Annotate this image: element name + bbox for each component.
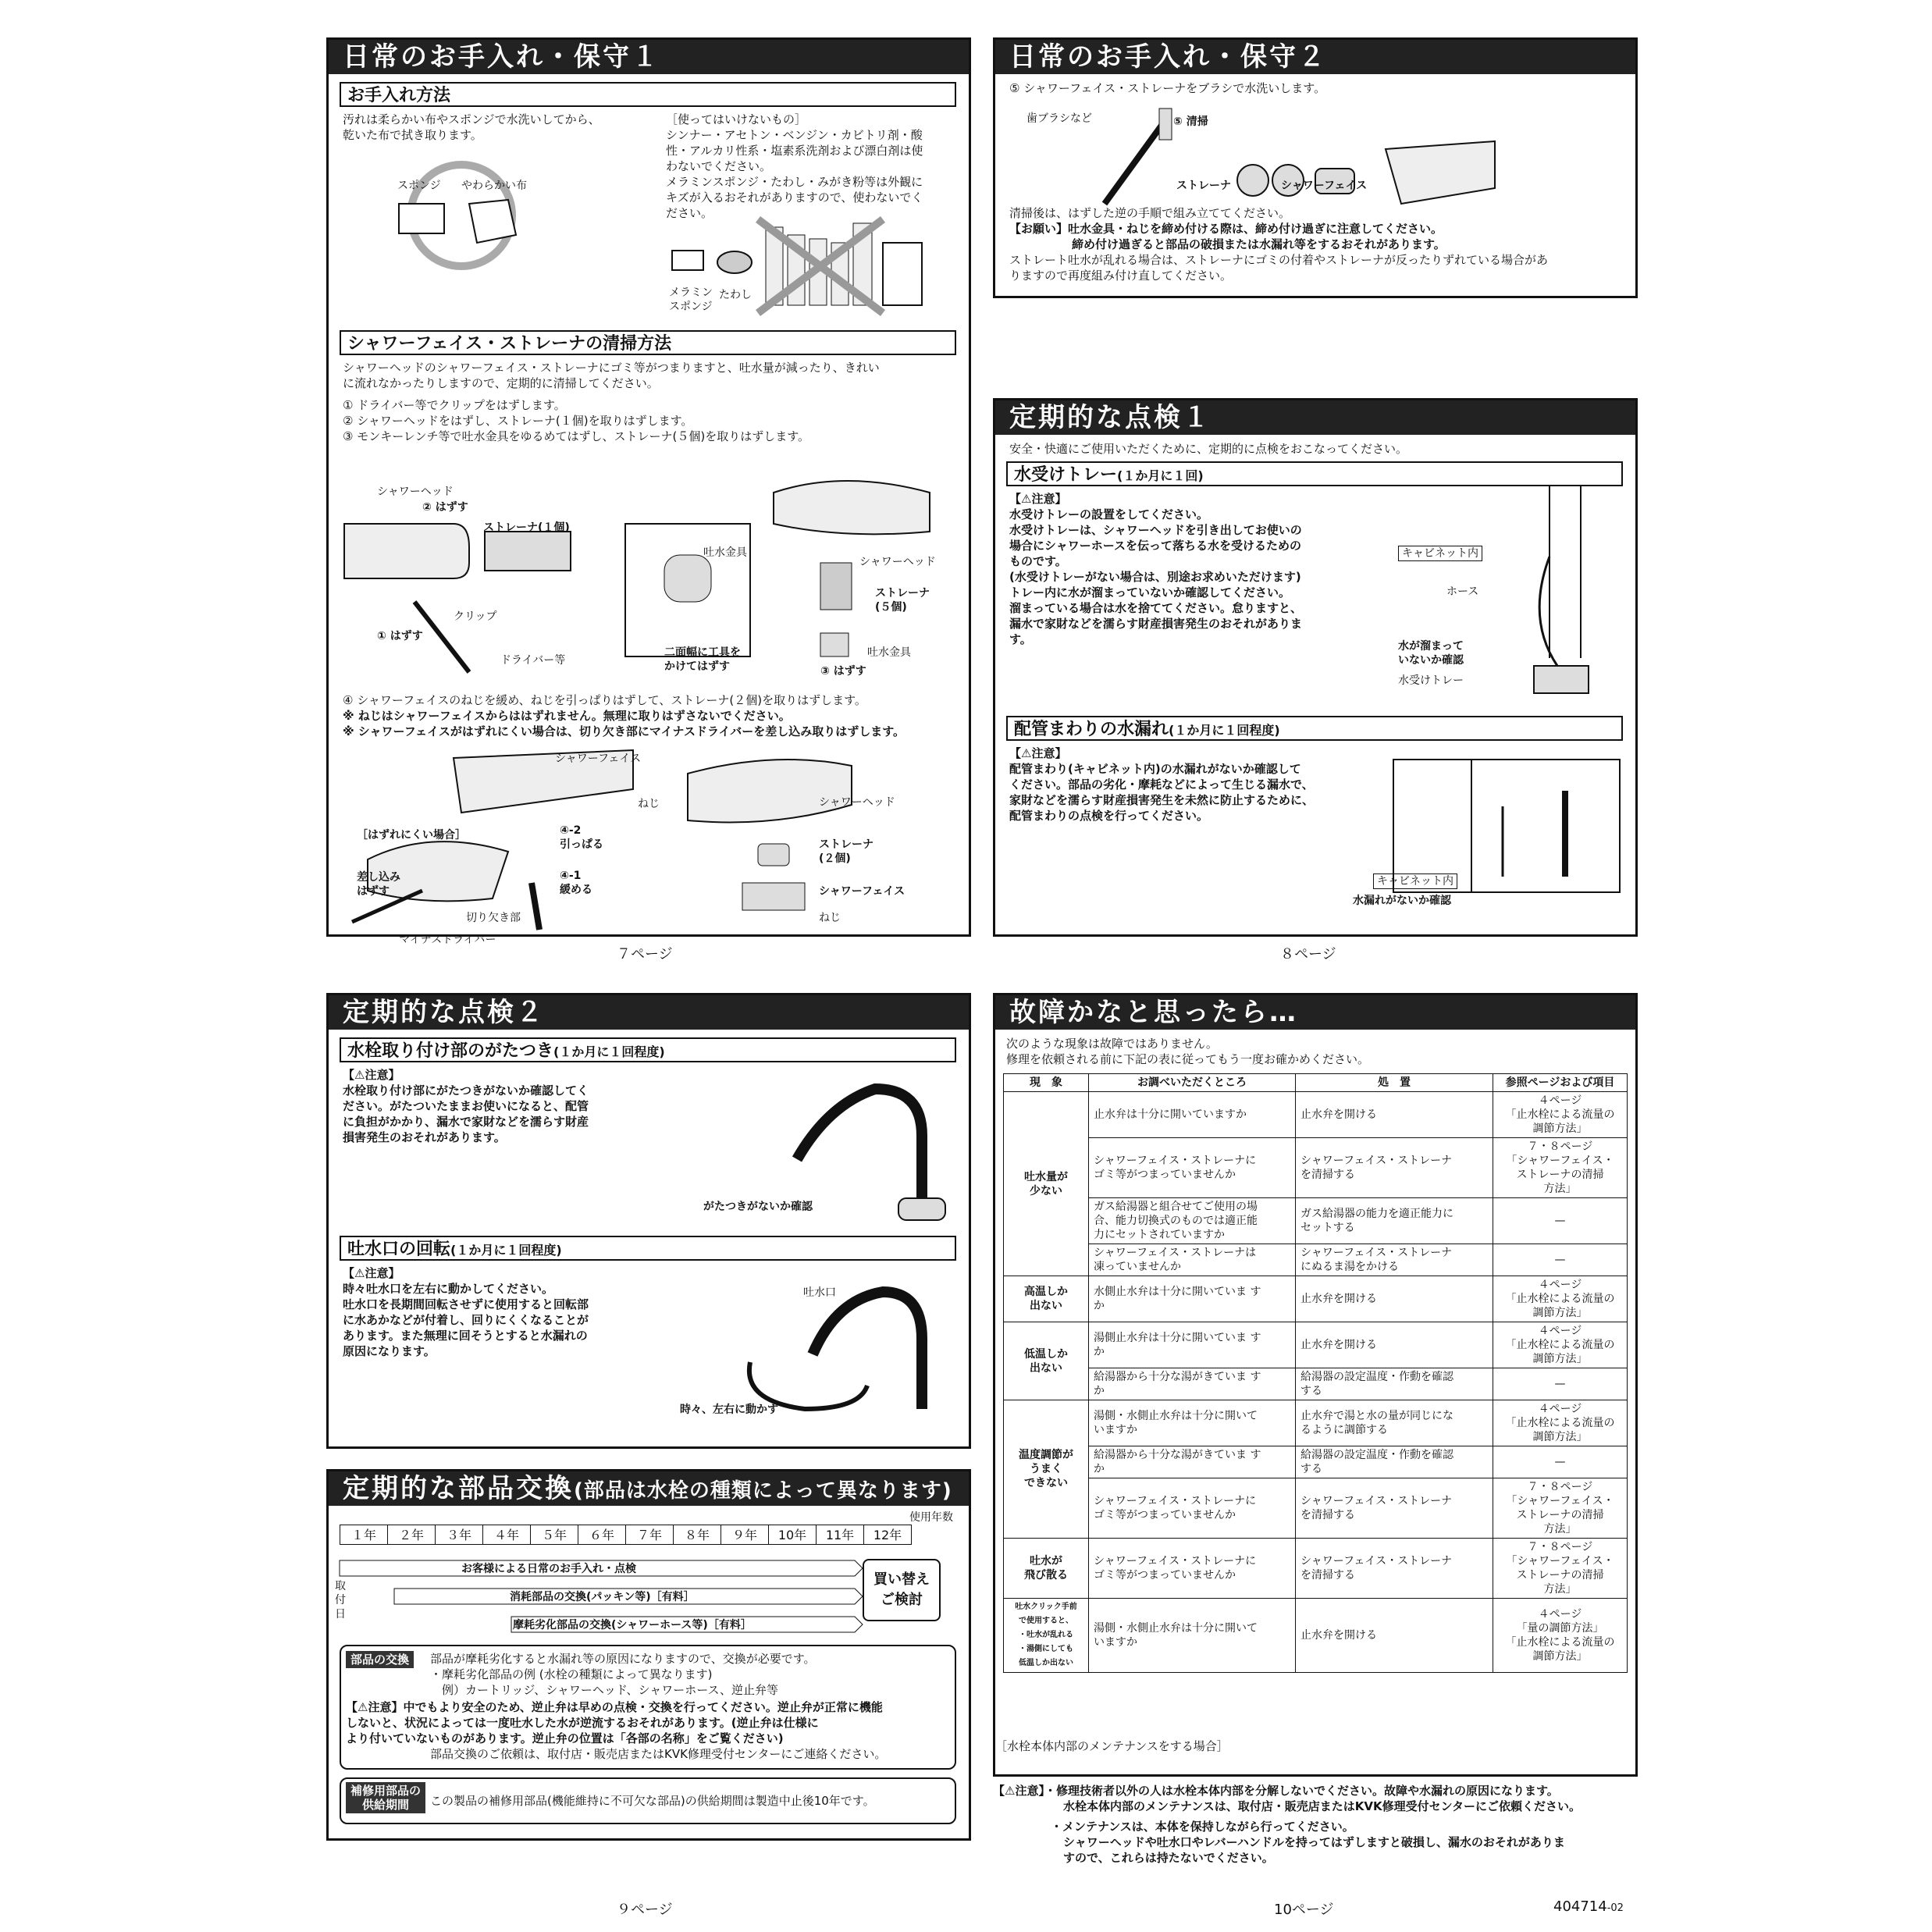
check-cell: 水側止水弁は十分に開いていま す か (1089, 1276, 1296, 1322)
inspection2-title: 定期的な点検２ (329, 995, 969, 1030)
table-row (1004, 1446, 1628, 1478)
loosen-label: ④-1 緩める (560, 870, 592, 896)
remove3-label: ③ はずす (820, 665, 866, 678)
wobble-check-label: がたつきがないか確認 (703, 1201, 813, 1213)
symptom-cell: 低温しか 出ない (1004, 1322, 1089, 1400)
pull-label: ④-2 引っぱる (560, 824, 603, 851)
request2: 締め付け過ぎると部品の破損または水漏れ等をするおそれがあります。 (1072, 237, 1446, 251)
troubleshoot-intro: 次のような現象は故障ではありません。 修理を依頼される前に下記の表に従ってもう一度お確かめください。 (1006, 1037, 1370, 1066)
tray-caution: 【⚠注意】 (1009, 492, 1067, 506)
check-water-label: 水が溜まって いないか確認 (1398, 640, 1464, 667)
parts-caution: 【⚠注意】中でもより安全のため、逆止弁は早めの点検・交換を行ってください。逆止弁が正常に機能 しないと、状況によっては一度吐水した水が逆流するおそれがあります。(逆止弁は仕様に より付いていないものがあります。逆止弁の位置は「各部の名称」をご覧ください) (346, 1700, 883, 1745)
troubleshoot-body (1004, 1092, 1628, 1673)
reference-cell: ４ページ 「止水栓による流量の 調節方法」 (1493, 1400, 1628, 1446)
year-cell: １年 (340, 1525, 388, 1545)
action-cell: 止水弁を開ける (1296, 1276, 1493, 1322)
col-symptom: 現 象 (1004, 1074, 1089, 1092)
shower-face-label-p8: シャワーフェイス (1281, 180, 1368, 192)
years-row (340, 1525, 911, 1545)
pipe-heading (1006, 716, 1623, 741)
cleaning-heading: シャワーフェイス・ストレーナの清掃方法 (340, 330, 956, 355)
table-row (1004, 1198, 1628, 1244)
strainer5-label: ストレーナ (５個) (875, 587, 930, 614)
tray-heading (1006, 461, 1623, 486)
check-cell: 湯側・水側止水弁は十分に開いて いますか (1089, 1400, 1296, 1446)
table-row (1004, 1276, 1628, 1322)
notch-label: 切り欠き部 (466, 912, 521, 924)
brush-label: 歯ブラシなど (1026, 112, 1092, 125)
rotation-caution: 【⚠注意】 (343, 1266, 400, 1280)
reference-cell: ７・８ページ 「シャワーフェイス・ ストレーナの清掃 方法」 (1493, 1138, 1628, 1198)
reference-cell: — (1493, 1244, 1628, 1276)
rotation-text: 時々吐水口を左右に動かしてください。 吐水口を長期間回転させずに使用すると回転部 に水あかなどが付着し、回りにくくなることが あります。また無理に回そうとすると水漏れの 原因になります。 (343, 1282, 589, 1358)
page8-inspection-panel (993, 398, 1638, 937)
reference-cell: ４ページ 「止水栓による流量の 調節方法」 (1493, 1276, 1628, 1322)
remove2-label: ② はずす (422, 501, 468, 514)
install-date-label: 取 付 日 (335, 1580, 346, 1621)
symptom-cell: 吐水が 飛び散る (1004, 1539, 1089, 1599)
action-cell: 止水弁を開ける (1296, 1322, 1493, 1368)
brush-cleaning-illustration (1089, 102, 1557, 219)
year-cell: ６年 (578, 1525, 626, 1545)
step4-text: ④ シャワーフェイスのねじを緩め、ねじを引っぱりはずして、ストレーナ(２個)を取りはずします。 (343, 693, 866, 707)
table-row (1004, 1478, 1628, 1539)
parts-text: 部品が摩耗劣化すると水漏れ等の原因になりますので、交換が必要です。 ・摩耗劣化部品の例 (水栓の種類によって異なります) 例）カートリッジ、シャワーヘッド、シャワーホース、逆止弁等 (430, 1652, 816, 1697)
leak-check-label: 水漏れがないか確認 (1353, 895, 1451, 907)
check-cell: 給湯器から十分な湯がきていま す か (1089, 1368, 1296, 1400)
check-cell: ガス給湯器と組合せてご使用の場 合、能力切換式のものでは適正能 力にセットされていますか (1089, 1198, 1296, 1244)
table-row (1004, 1138, 1628, 1198)
driver-label: ドライバー等 (500, 654, 566, 667)
maintenance-heading: ［水栓本体内部のメンテナンスをする場合］ (995, 1739, 1229, 1753)
flat-driver-label: マイナスドライバー (399, 934, 496, 946)
symptom-cell: 吐水量が 少ない (1004, 1092, 1089, 1276)
maintenance-line4: シャワーヘッドや吐水口やレバーハンドルを持ってはずしますと破損し、漏水のおそれがありま すので、これらは持たないでください。 (1063, 1835, 1565, 1865)
wobble-caution: 【⚠注意】 (343, 1068, 400, 1082)
table-row (1004, 1322, 1628, 1368)
reference-cell: ４ページ 「量の調節方法」 「止水栓による流量の 調節方法」 (1493, 1599, 1628, 1673)
note1-text: ※ ねじはシャワーフェイスからははずれません。無理に取りはずさないでください。 (343, 709, 791, 723)
replace-box: 買い替え ご検討 (863, 1559, 941, 1621)
spout-label: 吐水口 (803, 1286, 836, 1299)
cabinet2-label: キャビネット内 (1373, 873, 1457, 889)
spout-fitting2-label: 吐水金具 (867, 646, 911, 659)
cleaning-steps: ① ドライバー等でクリップをはずします。 ② シャワーヘッドをはずし、ストレーナ(１個)を取りはずします。 ③ モンキーレンチ等で吐水金具をゆるめてはずし、ストレーナ(５個)を取りはずします。 (343, 398, 810, 443)
year-cell: ８年 (673, 1525, 721, 1545)
note2-text: ※ シャワーフェイスがはずれにくい場合は、切り欠き部にマイナスドライバーを差し込み取りはずします。 (343, 724, 906, 738)
cloth-label: やわらかい布 (461, 180, 527, 192)
spout-fitting-label: 吐水金具 (703, 546, 747, 559)
action-cell: シャワーフェイス・ストレーナ を清掃する (1296, 1138, 1493, 1198)
maintenance-line3: ・メンテナンスは、本体を保持しながら行ってください。 (1051, 1820, 1354, 1834)
check-cell: シャワーフェイス・ストレーナに ゴミ等がつまっていませんか (1089, 1539, 1296, 1599)
cleaning-intro: シャワーヘッドのシャワーフェイス・ストレーナにゴミ等がつまりますと、吐水量が減ったり、きれい に流れなかったりしますので、定期的に清掃してください。 (343, 361, 880, 390)
shower-head2-label: シャワーヘッド (859, 556, 936, 568)
parts-title (329, 1471, 969, 1506)
cabinet-label: キャビネット内 (1398, 546, 1482, 561)
action-cell: 止水弁を開ける (1296, 1092, 1493, 1138)
table-row (1004, 1599, 1628, 1673)
action-cell: シャワーフェイス・ストレーナ にぬるま湯をかける (1296, 1244, 1493, 1276)
parts-title-note: (部品は水栓の種類によって異なります) (574, 1479, 952, 1503)
action-cell: シャワーフェイス・ストレーナ を清掃する (1296, 1539, 1493, 1599)
reference-cell: — (1493, 1446, 1628, 1478)
care-text: 汚れは柔らかい布やスポンジで水洗いしてから、 乾いた布で拭き取ります。 (343, 112, 600, 142)
tool-note: 二面幅に工具を かけてはずす (664, 646, 741, 673)
reference-cell: — (1493, 1198, 1628, 1244)
pipe-title: 配管まわりの水漏れ (1014, 720, 1169, 739)
document-number (1553, 1898, 1624, 1915)
spout-rotation-frequency: (１か月に１回程度) (450, 1243, 562, 1258)
action-cell: 給湯器の設定温度・作動を確認 する (1296, 1446, 1493, 1478)
action-cell: 給湯器の設定温度・作動を確認 する (1296, 1368, 1493, 1400)
strainer1-label: ストレーナ(１個) (483, 521, 570, 534)
clean5-label: ⑤ 清掃 (1173, 116, 1208, 128)
spout-rotation-title: 吐水口の回転 (347, 1240, 451, 1259)
check-cell: 給湯器から十分な湯がきていま す か (1089, 1446, 1296, 1478)
page7-panel (326, 37, 971, 946)
symptom-cell: 吐水クリック手前 で使用すると、 ・吐水が乱れる ・湯側にしても 低温しか出ない (1004, 1599, 1089, 1673)
step5-text: ⑤ シャワーフェイス・ストレーナをブラシで水洗いします。 (1009, 81, 1326, 95)
insert-label: 差し込み はずす (357, 871, 400, 898)
wobble-frequency: (１か月に１回程度) (553, 1044, 665, 1059)
inspection1-title: 定期的な点検１ (995, 400, 1635, 435)
year-cell: 12年 (863, 1525, 912, 1545)
straight-text: ストレート吐水が乱れる場合は、ストレーナにゴミの付着やストレーナが反ったりずれている場合があ りますので再度組み付け直してください。 (1009, 253, 1549, 283)
reference-cell: ７・８ページ 「シャワーフェイス・ ストレーナの清掃 方法」 (1493, 1539, 1628, 1599)
reassemble-text: 清掃後は、はずした逆の手順で組み立ててください。 (1009, 206, 1291, 220)
tawashi-label: たわし (719, 289, 752, 301)
wobble-title: 水栓取り付け部のがたつき (347, 1041, 554, 1061)
action-cell: 止水弁で湯と水の量が同じにな るように調節する (1296, 1400, 1493, 1446)
year-cell: ３年 (435, 1525, 483, 1545)
inspection-intro: 安全・快適にご使用いただくために、定期的に点検をおこなってください。 (1009, 442, 1408, 456)
col-action: 処 置 (1296, 1074, 1493, 1092)
year-cell: ４年 (482, 1525, 531, 1545)
ng-text: シンナー・アセトン・ベンジン・カビトリ剤・酸 性・アルカリ性系・塩素系洗剤および漂白剤は使 わないでください。 メラミンスポンジ・たわし・みがき粉等は外観に キズが入るおそれがありますので、使わないでく ださい。 (666, 128, 923, 220)
check-cell: 湯側・水側止水弁は十分に開いて いますか (1089, 1599, 1296, 1673)
timeline-row2: 消耗部品の交換(パッキン等)［有料］ (510, 1591, 695, 1603)
ng-heading: ［使ってはいけないもの］ (666, 112, 807, 126)
year-cell: 10年 (768, 1525, 817, 1545)
supply-period-tag: 補修用部品の 供給期間 (346, 1782, 425, 1813)
parts-title-main: 定期的な部品交換 (343, 1473, 574, 1504)
pipe-frequency: (１か月に１回程度) (1169, 723, 1280, 738)
troubleshoot-title: 故障かなと思ったら… (995, 995, 1635, 1030)
timeline-row1: お客様による日常のお手入れ・点検 (461, 1563, 636, 1575)
remove1-label: ① はずす (377, 630, 423, 642)
table-row (1004, 1539, 1628, 1599)
pipe-caution: 【⚠注意】 (1009, 746, 1067, 760)
col-reference: 参照ページおよび項目 (1493, 1074, 1628, 1092)
table-row (1004, 1368, 1628, 1400)
timeline-row3: 摩耗劣化部品の交換(シャワーホース等)［有料］ (513, 1619, 752, 1631)
check-cell: シャワーフェイス・ストレーナに ゴミ等がつまっていませんか (1089, 1478, 1296, 1539)
document-revision: -02 (1606, 1902, 1624, 1914)
page9-parts-panel (326, 1469, 971, 1841)
page9-number: ９ページ (617, 1902, 673, 1918)
clip-label: クリップ (454, 610, 497, 623)
sponge-cloth-illustration (375, 157, 555, 274)
check-cell: 止水弁は十分に開いていますか (1089, 1092, 1296, 1138)
shower-head-label: シャワーヘッド (377, 486, 454, 498)
melamine-label: メラミン スポンジ (669, 286, 713, 313)
reference-cell: ７・８ページ 「シャワーフェイス・ ストレーナの清掃 方法」 (1493, 1478, 1628, 1539)
year-cell: ２年 (387, 1525, 436, 1545)
pipe-text: 配管まわり(キャビネット内)の水漏れがないか確認して ください。部品の劣化・摩耗などによって生じる漏水で、 家財などを濡らす財産損害発生を未然に防止するために、 配管まわりの点検を行ってください。 (1009, 762, 1315, 823)
shower-head3-label: シャワーヘッド (819, 796, 895, 809)
strainer2-label: ストレーナ (２個) (819, 838, 873, 865)
shower-face-label: シャワーフェイス (555, 753, 642, 765)
shower-face2-label: シャワーフェイス (819, 885, 906, 898)
request1: 【お願い】吐水金具・ねじを締め付ける際は、締め付け過ぎに注意してください。 (1009, 222, 1443, 236)
document-number-main: 404714 (1553, 1898, 1607, 1915)
care-method-heading: お手入れ方法 (340, 82, 956, 107)
parts-replace-tag: 部品の交換 (346, 1651, 414, 1668)
hose-label: ホース (1446, 585, 1479, 598)
check-cell: シャワーフェイス・ストレーナは 凍っていませんか (1089, 1244, 1296, 1276)
col-check: お調べいただくところ (1089, 1074, 1296, 1092)
page9-inspection-panel (326, 993, 971, 1449)
check-cell: シャワーフェイス・ストレーナに ゴミ等がつまっていませんか (1089, 1138, 1296, 1198)
maintenance-line1: 【⚠注意】・修理技術者以外の人は水栓本体内部を分解しないでください。故障や水漏れの原因になります。 (993, 1784, 1559, 1798)
faucet-wobble-illustration (766, 1073, 953, 1245)
action-cell: シャワーフェイス・ストレーナ を清掃する (1296, 1478, 1493, 1539)
reference-cell: ４ページ 「止水栓による流量の 調節方法」 (1493, 1092, 1628, 1138)
maintenance-line2: 水栓本体内部のメンテナンスは、取付店・販売店またはKVK修理受付センターにご依頼ください。 (1063, 1799, 1582, 1813)
tray-label: 水受けトレー (1398, 674, 1464, 687)
page10-number: 10ページ (1274, 1902, 1334, 1918)
page7-number: ７ページ (617, 946, 673, 962)
tray-text: 水受けトレーの設置をしてください。 水受けトレーは、シャワーヘッドを引き出してお使いの 場合にシャワーホースを伝って落ちる水を受けるための ものです。 (水受けトレーがない場合は、別途お求めいただけます) トレー内に水が溜まっていないか確認してください。 溜まっている場合は水を捨ててください。怠りますと、 漏水で家財などを濡らす財産損害発生のおそれがありま す。 (1009, 507, 1303, 646)
page8-top-panel (993, 37, 1638, 298)
symptom-cell: 温度調節が うまく できない (1004, 1400, 1089, 1539)
screw-label: ねじ (638, 798, 660, 810)
reference-cell: — (1493, 1368, 1628, 1400)
page10-panel (993, 993, 1638, 1777)
table-row (1004, 1244, 1628, 1276)
years-label: 使用年数 (909, 1511, 953, 1524)
reference-cell: ４ページ 「止水栓による流量の 調節方法」 (1493, 1322, 1628, 1368)
table-row (1004, 1400, 1628, 1446)
supply-text: この製品の補修用部品(機能維持に不可欠な部品)の供給期間は製造中止後10年です。 (430, 1794, 875, 1808)
parts-contact: 部品交換のご依頼は、取付店・販売店またはKVK修理受付センターにご連絡ください。 (430, 1747, 887, 1761)
page8-title: 日常のお手入れ・保守２ (995, 40, 1635, 74)
page7-title: 日常のお手入れ・保守１ (329, 40, 969, 74)
action-cell: 止水弁を開ける (1296, 1599, 1493, 1673)
spout-rotation-heading (340, 1236, 956, 1261)
action-cell: ガス給湯器の能力を適正能力に セットする (1296, 1198, 1493, 1244)
tray-title: 水受けトレー (1014, 465, 1118, 485)
hard-case-label: ［はずれにくい場合］ (357, 829, 466, 841)
year-cell: ５年 (530, 1525, 578, 1545)
year-cell: ９年 (720, 1525, 769, 1545)
move-label: 時々、左右に動かす (680, 1404, 778, 1416)
page8-number: ８ページ (1280, 946, 1336, 962)
screw2-label: ねじ (819, 912, 841, 924)
table-row (1004, 1092, 1628, 1138)
check-cell: 湯側止水弁は十分に開いていま す か (1089, 1322, 1296, 1368)
tray-frequency: (１か月に１回) (1117, 468, 1204, 483)
wobble-heading (340, 1037, 956, 1062)
year-cell: ７年 (625, 1525, 674, 1545)
symptom-cell: 高温しか 出ない (1004, 1276, 1089, 1322)
prohibited-items-illustration (664, 219, 930, 336)
strainer-label: ストレーナ (1176, 180, 1231, 192)
wobble-text: 水栓取り付け部にがたつきがないか確認してく ださい。がたついたままお使いになると、配管 に負担がかかり、漏水で家財などを濡らす財産 損害発生のおそれがあります。 (343, 1083, 589, 1144)
year-cell: 11年 (816, 1525, 864, 1545)
troubleshoot-table (1003, 1073, 1628, 1673)
sponge-label: スポンジ (397, 180, 441, 192)
